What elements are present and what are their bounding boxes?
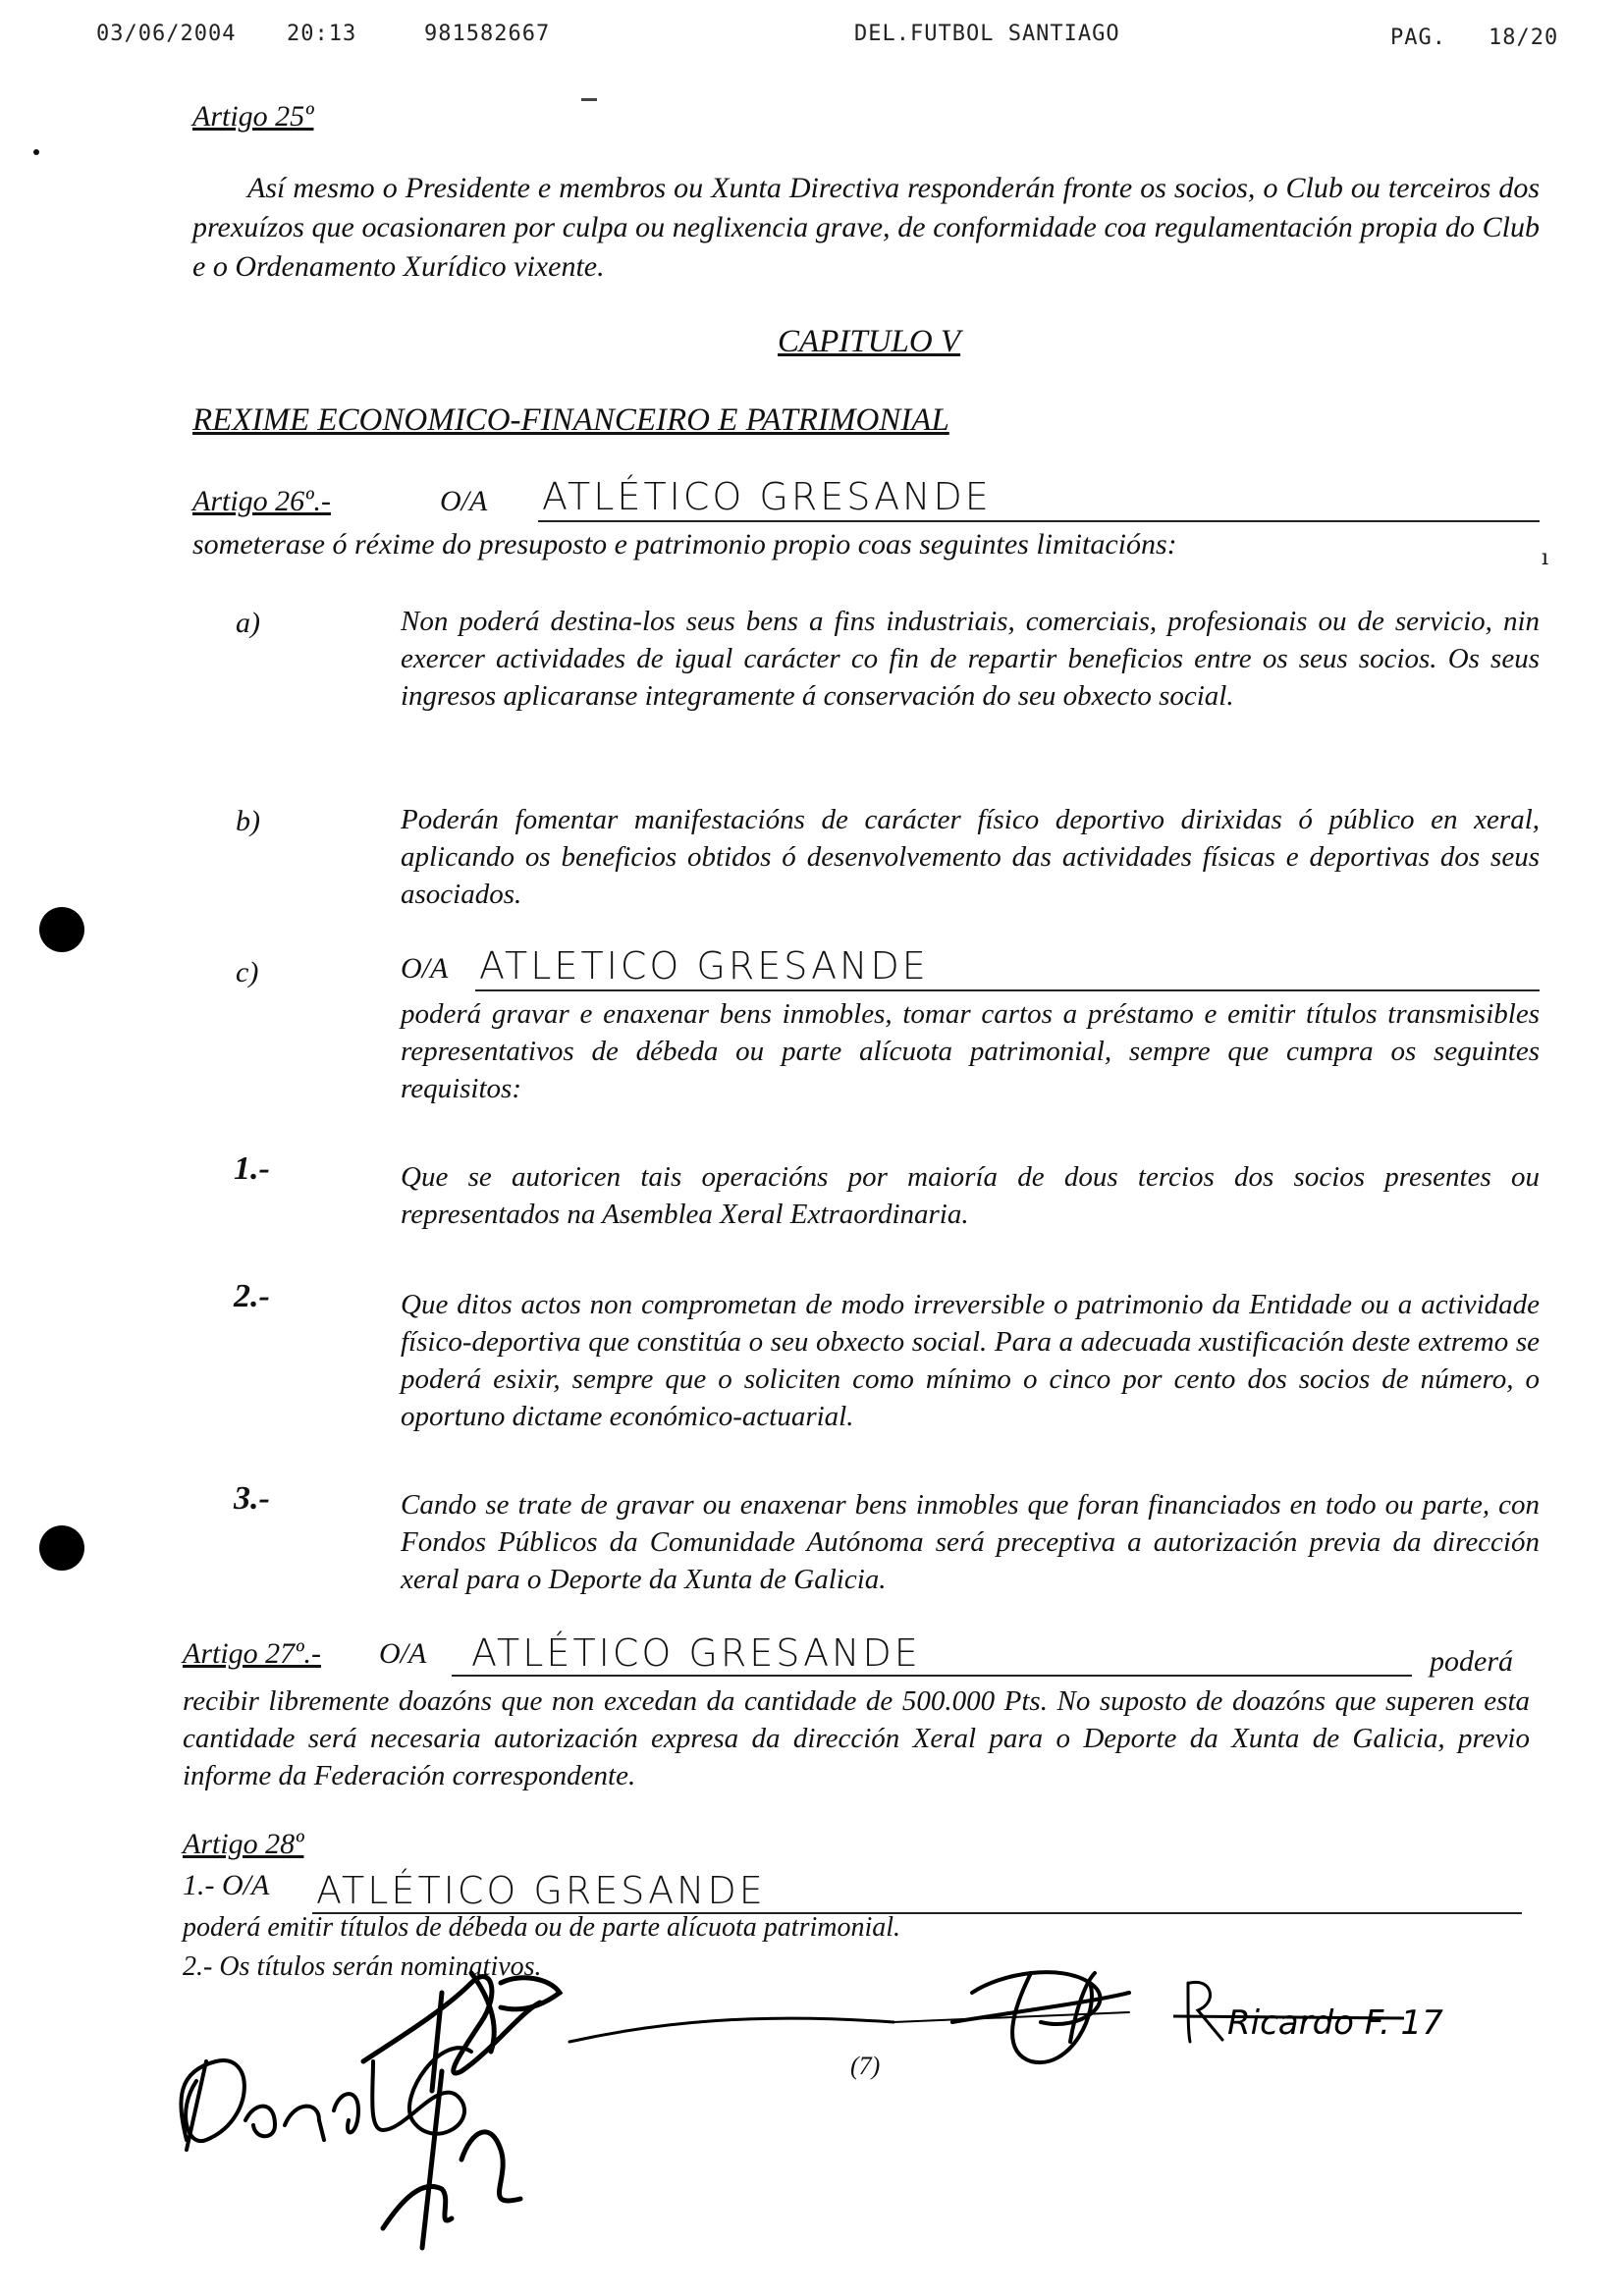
signature-strike bbox=[1173, 2016, 1404, 2018]
fax-date: 03/06/2004 bbox=[96, 22, 237, 46]
fax-time: 20:13 bbox=[287, 22, 357, 46]
art27-suffix: poderá bbox=[1430, 1645, 1513, 1678]
signature-right bbox=[893, 1972, 1222, 2062]
req-1-text: Que se autoricen tais operacións por maioría de dous tercios dos socios presentes ou representados na Asemblea Xeral Extraordinaria. bbox=[401, 1161, 1540, 1230]
req-1-num: 1.- bbox=[234, 1150, 270, 1187]
art25-heading: Artigo 25º bbox=[192, 100, 314, 133]
art28-item1-prefix: 1.- O/A bbox=[183, 1869, 270, 1901]
item-b-label: b) bbox=[236, 805, 260, 837]
fax-number: 981582667 bbox=[424, 22, 551, 46]
item-a-text: Non poderá destina-los seus bens a fins industriais, comerciais, profesionais ou de servicio, nin exercer actividades de igual carácter co fin de repartir beneficios entre os seus socios. Os seus ingresos aplicaranse integramente á conservación do seu obxecto social. bbox=[401, 606, 1540, 712]
art27-heading: Artigo 27º.- bbox=[183, 1637, 321, 1670]
art28-heading: Artigo 28º bbox=[183, 1828, 304, 1860]
art26-club-name: ATLÉTICO GRESANDE bbox=[542, 475, 992, 518]
stray-mark: ı bbox=[1542, 546, 1549, 570]
art26-prefix: O/A bbox=[440, 485, 488, 517]
item-c-text: poderá gravar e enaxenar bens inmobles, tomar cartos a préstamo e emitir títulos transmisibles representativos de débeda ou parte alícuota patrimonial, sempre que cumpra os seguintes requisitos: bbox=[401, 998, 1540, 1104]
art28-name-line[interactable] bbox=[312, 1871, 1522, 1914]
punch-hole bbox=[39, 907, 84, 952]
art26-heading: Artigo 26º.- bbox=[192, 485, 331, 517]
req-3-text: Cando se trate de gravar ou enaxenar bens inmobles que foran financiados en todo ou parte, con Fondos Públicos da Comunidade Autónoma será preceptiva a autorización previa da dirección xeral para o Deporte da Xunta de Galicia. bbox=[401, 1489, 1540, 1595]
art28-item1-text: poderá emitir títulos de débeda ou de parte alícuota patrimonial. bbox=[183, 1912, 901, 1943]
fax-sender: DEL.FUTBOL SANTIAGO bbox=[854, 22, 1120, 46]
chapter-subtitle: REXIME ECONOMICO-FINANCEIRO E PATRIMONIAL bbox=[192, 402, 949, 438]
stray-dot bbox=[33, 149, 39, 155]
stray-dash bbox=[581, 98, 597, 101]
art27-prefix: O/A bbox=[379, 1637, 427, 1670]
art25-text: Así mesmo o Presidente e membros ou Xunta Directiva responderán fronte os socios, o Club ou terceiros dos prexuízos que ocasionaren por culpa ou neglixencia grave, de conformidade coa regulamentación propia do Club e o Ordenamento Xurídico vixente. bbox=[192, 172, 1540, 283]
chapter-title: CAPITULO V bbox=[778, 324, 961, 359]
signature-right-text: Ricardo F. 17 bbox=[1227, 2003, 1443, 2043]
signatures-area bbox=[147, 1953, 1542, 2277]
fax-page-label: PAG. bbox=[1390, 26, 1446, 50]
item-c-club-name: ATLETICO GRESANDE bbox=[479, 944, 929, 988]
req-2-text: Que ditos actos non comprometan de modo irreversible o patrimonio da Entidade ou a actividade físico-deportiva que constitúa o seu obxecto social. Para a adecuada xustificación deste extremo se poderá esixir, sempre que o soliciten como mínimo o cinco por cento dos socios de número, o oportuno dictame económico-actuarial. bbox=[401, 1289, 1540, 1432]
art28-club-name: ATLÉTICO GRESANDE bbox=[316, 1869, 766, 1912]
punch-hole bbox=[39, 1525, 84, 1571]
req-3-num: 3.- bbox=[234, 1480, 270, 1517]
art27-club-name: ATLÉTICO GRESANDE bbox=[471, 1631, 921, 1675]
art27-name-line[interactable] bbox=[452, 1631, 1412, 1677]
item-c-name-line[interactable] bbox=[475, 942, 1540, 991]
item-b-text: Poderán fomentar manifestacións de carácter físico deportivo dirixidas ó público en xeral, aplicando os beneficios obtidos ó desenvolvemento das actividades físicas e deportivas dos seus asociados. bbox=[401, 804, 1540, 910]
req-2-num: 2.- bbox=[234, 1278, 270, 1314]
signature-middle bbox=[363, 1973, 893, 2248]
fax-page: 18/20 bbox=[1489, 26, 1559, 50]
art27-text: recibir libremente doazóns que non excedan da cantidade de 500.000 Pts. No suposto de doazóns que superen esta cantidade será necesaria autorización expresa da dirección Xeral para o Deporte da Xunta de Galicia, previo informe da Federación correspondente. bbox=[183, 1685, 1530, 1791]
art28-item2: 2.- Os títulos serán nominativos. bbox=[183, 1951, 542, 1982]
page-marker: (7) bbox=[850, 2052, 881, 2080]
item-c-label: c) bbox=[236, 956, 259, 988]
item-c-prefix: O/A bbox=[401, 952, 449, 985]
art26-intro: someterase ó réxime do presuposto e patrimonio propio coas seguintes limitacións: bbox=[192, 528, 1177, 561]
art26-name-line[interactable] bbox=[538, 473, 1540, 522]
item-a-label: a) bbox=[236, 607, 260, 639]
